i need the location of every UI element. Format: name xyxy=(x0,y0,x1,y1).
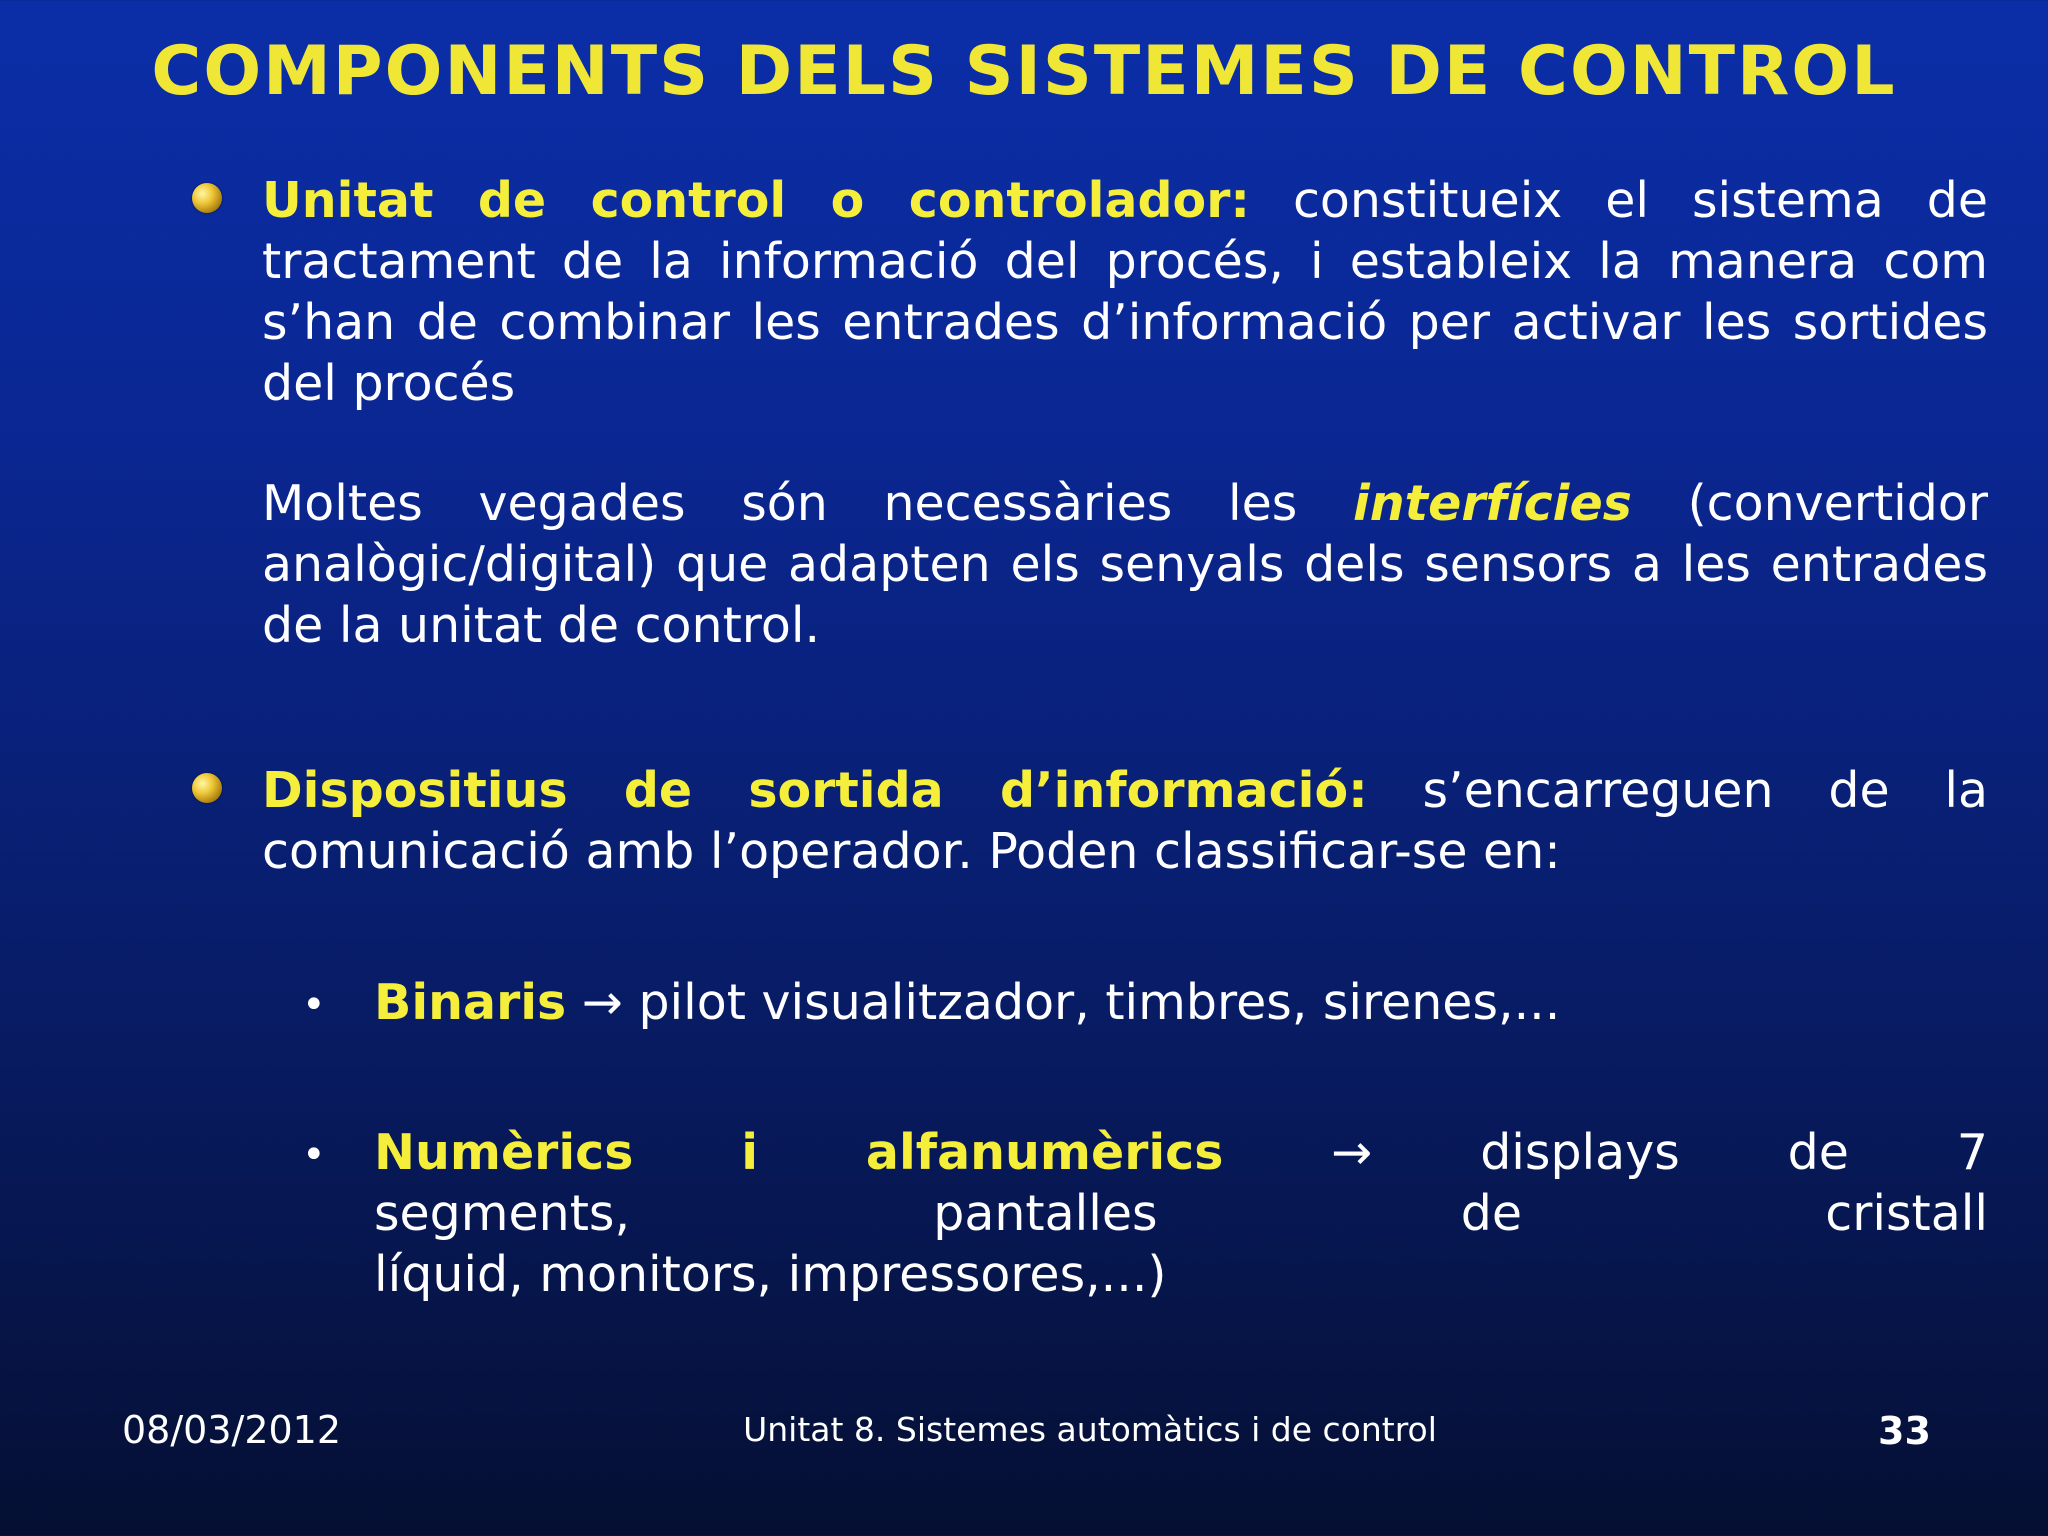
bullet-control-unit xyxy=(262,170,1988,414)
sub-item-numeric xyxy=(374,1122,1988,1305)
control-unit-description: constitueix el sistema de tractament de la informació del procés, i estableix la manera com s’han de combinar les entrades d’informació per activar les sortides del procés xyxy=(262,172,1988,412)
slide-title: COMPONENTS DELS SISTEMES DE CONTROL xyxy=(151,32,1897,111)
arrow-icon: → xyxy=(581,974,623,1031)
footer-title: Unitat 8. Sistemes automàtics i de control xyxy=(743,1410,1437,1449)
numeric-word-pantalles: pantalles xyxy=(933,1185,1158,1242)
numeric-word-cristall: cristall xyxy=(1825,1185,1988,1242)
numeric-word-de-2: de xyxy=(1460,1185,1523,1242)
term-binary: Binaris xyxy=(374,974,567,1031)
term-alphanumeric: alfanumèrics xyxy=(865,1124,1224,1181)
paragraph-interfaces xyxy=(262,473,1988,656)
term-output-devices: Dispositius de sortida d’informació: xyxy=(262,762,1368,819)
term-interfaces: interfícies xyxy=(1353,475,1632,532)
sub-bullet-marker: • xyxy=(302,1132,326,1178)
bullet-icon xyxy=(192,183,222,213)
term-control-unit: Unitat de control o controlador: xyxy=(262,172,1250,229)
binary-examples: pilot visualitzador, timbres, sirenes,... xyxy=(638,974,1561,1031)
numeric-line-1 xyxy=(374,1122,1988,1183)
numeric-line-2 xyxy=(374,1183,1988,1244)
numeric-word-segments: segments, xyxy=(374,1185,631,1242)
bullet-icon xyxy=(192,773,222,803)
numeric-word-de: de xyxy=(1787,1124,1849,1181)
sub-bullet-marker: • xyxy=(302,982,326,1028)
output-devices-description: s’encarreguen de la comunicació amb l’operador. Poden classificar-se en: xyxy=(262,762,1988,880)
bullet-output-devices xyxy=(262,760,1988,882)
numeric-word-7: 7 xyxy=(1956,1124,1988,1181)
interfaces-text-before: Moltes vegades són necessàries les xyxy=(262,475,1353,532)
interfaces-text-after: (convertidor analògic/digital) que adapten els senyals dels sensors a les entrades de la unitat de control. xyxy=(262,475,1988,654)
footer-date: 08/03/2012 xyxy=(122,1408,342,1452)
term-numeric: Numèrics xyxy=(374,1124,634,1181)
arrow-icon: → xyxy=(1331,1124,1373,1181)
page-number: 33 xyxy=(1878,1409,1931,1453)
numeric-line-3: líquid, monitors, impressores,...) xyxy=(374,1246,1167,1303)
numeric-word-displays: displays xyxy=(1480,1124,1680,1181)
sub-item-binary xyxy=(374,972,1988,1033)
term-and: i xyxy=(741,1124,759,1181)
